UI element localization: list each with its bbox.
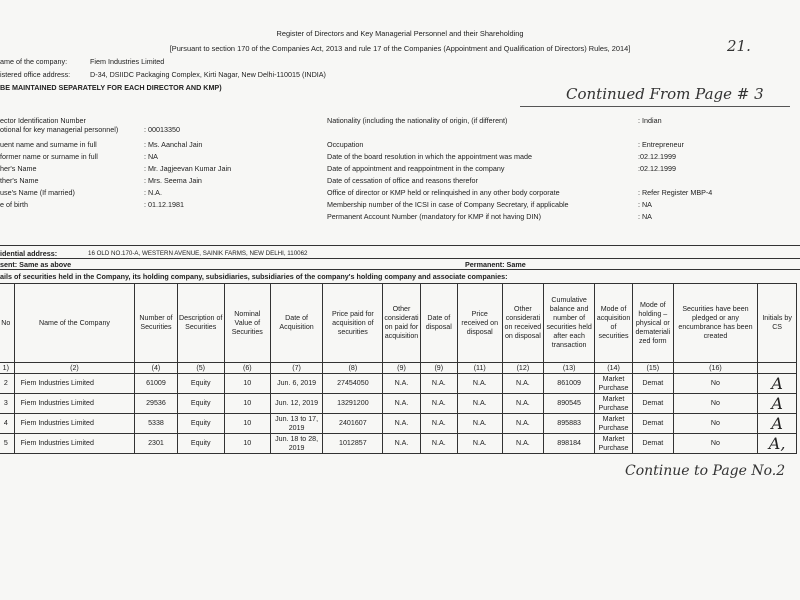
- other-office-label: Office of director or KMP held or relinquished in any other body corporate: [327, 188, 560, 197]
- cell-other-received: N.A.: [502, 394, 544, 414]
- col-header-company: Name of the Company: [14, 284, 135, 363]
- cell-price-paid: 27454050: [323, 374, 383, 394]
- cell-acq-date: Jun. 12, 2019: [270, 394, 323, 414]
- board-resolution-value: :02.12.1999: [638, 152, 676, 161]
- col-header-other-received: Other considerati on received on disposal: [502, 284, 544, 363]
- cell-mode-acq: Market Purchase: [595, 434, 633, 454]
- cell-number: 29536: [135, 394, 177, 414]
- icsi-label: Membership number of the ICSI in case of Company Secretary, if applicable: [327, 200, 569, 209]
- cell-no: 2: [0, 374, 14, 394]
- cell-cumulative: 895883: [544, 414, 595, 434]
- pan-value: : NA: [638, 212, 652, 221]
- cell-acq-date: Jun. 18 to 28, 2019: [270, 434, 323, 454]
- continued-from-handwritten: Continued From Page # 3: [566, 85, 764, 103]
- table-row: [0, 374, 797, 394]
- cell-number: 61009: [135, 374, 177, 394]
- father-name-label: her's Name: [0, 164, 37, 173]
- cell-price-paid: 2401607: [323, 414, 383, 434]
- other-office-value: : Refer Register MBP-4: [638, 188, 713, 197]
- cell-other-paid: N.A.: [383, 374, 420, 394]
- securities-caption: ails of securities held in the Company, its holding company, subsidiaries, subsidiaries of the company's holding company and associate companies:: [0, 272, 508, 281]
- cell-disposal-date: N.A.: [420, 394, 457, 414]
- col-number: (9): [420, 363, 457, 374]
- col-number: (2): [14, 363, 135, 374]
- name-label: uent name and surname in full: [0, 140, 97, 149]
- dob-value: : 01.12.1981: [144, 200, 184, 209]
- detail-row-8: [0, 200, 800, 211]
- cell-initials: [758, 434, 797, 454]
- nationality-value: : Indian: [638, 116, 662, 125]
- cell-mode-acq: Market Purchase: [595, 374, 633, 394]
- appointment-value: :02.12.1999: [638, 164, 676, 173]
- maintenance-note: BE MAINTAINED SEPARATELY FOR EACH DIRECTOR AND KMP): [0, 83, 222, 92]
- cell-nominal: 10: [224, 434, 270, 454]
- cell-price-received: N.A.: [457, 434, 502, 454]
- cell-pledged: No: [673, 414, 758, 434]
- cell-no: 3: [0, 394, 14, 414]
- permanent-address: Permanent: Same: [465, 260, 526, 269]
- company-name-value: Fiem Industries Limited: [90, 57, 165, 66]
- cell-other-paid: N.A.: [383, 394, 420, 414]
- col-header-price-paid: Price paid for acquisition of securities: [323, 284, 383, 363]
- table-row: [0, 394, 797, 414]
- detail-row-3: [0, 140, 800, 151]
- spouse-name-value: : N.A.: [144, 188, 162, 197]
- address-top-rule: [0, 245, 800, 246]
- din-sub-label: otional for key managerial personnel): [0, 125, 119, 134]
- register-subtitle: [Pursuant to section 170 of the Companies Act, 2013 and rule 17 of the Companies (Appointment and Qualification of Directors) Rules, 2014]: [169, 44, 631, 53]
- name-value: : Ms. Aanchal Jain: [144, 140, 203, 149]
- cell-description: Equity: [177, 374, 224, 394]
- cell-other-received: N.A.: [502, 374, 544, 394]
- table-number-row: [0, 363, 797, 374]
- table-row: [0, 434, 797, 454]
- col-number: (16): [673, 363, 758, 374]
- col-header-description: Description of Securities: [177, 284, 224, 363]
- cell-nominal: 10: [224, 374, 270, 394]
- col-number: (6): [224, 363, 270, 374]
- initials-signature-icon: A: [771, 393, 783, 413]
- continue-to-page-handwritten: Continue to Page No.2: [625, 463, 786, 479]
- icsi-value: : NA: [638, 200, 652, 209]
- dob-label: e of birth: [0, 200, 28, 209]
- table-row: [0, 414, 797, 434]
- detail-row-6: [0, 176, 800, 187]
- cell-nominal: 10: [224, 414, 270, 434]
- col-number: (9): [383, 363, 420, 374]
- cell-nominal: 10: [224, 394, 270, 414]
- cell-price-received: N.A.: [457, 394, 502, 414]
- handwritten-underline: [520, 106, 790, 107]
- col-number: (5): [177, 363, 224, 374]
- col-number: [758, 363, 797, 374]
- nationality-label: Nationality (including the nationality of origin, (if different): [327, 116, 508, 125]
- cell-mode-holding: Demat: [632, 374, 673, 394]
- cell-description: Equity: [177, 434, 224, 454]
- din-value: : 00013350: [144, 125, 180, 134]
- cell-acq-date: Jun. 6, 2019: [270, 374, 323, 394]
- cell-mode-acq: Market Purchase: [595, 394, 633, 414]
- securities-table: [0, 283, 797, 454]
- cell-disposal-date: N.A.: [420, 414, 457, 434]
- pan-label: Permanent Account Number (mandatory for KMP if not having DIN): [327, 212, 541, 221]
- cell-price-paid: 13291200: [323, 394, 383, 414]
- cell-initials: [758, 414, 797, 434]
- spouse-name-label: use's Name (If married): [0, 188, 75, 197]
- former-name-label: former name or surname in full: [0, 152, 98, 161]
- col-header-cumulative: Cumulative balance and number of securities held after each transaction: [544, 284, 595, 363]
- cell-cumulative: 890545: [544, 394, 595, 414]
- col-header-no: No: [0, 284, 14, 363]
- initials-signature-icon: A: [771, 373, 783, 393]
- office-address-label: istered office address:: [0, 70, 71, 79]
- cell-company: Fiem Industries Limited: [14, 374, 135, 394]
- detail-row-9: [0, 212, 800, 223]
- cell-company: Fiem Industries Limited: [14, 394, 135, 414]
- col-number: (11): [457, 363, 502, 374]
- cessation-label: Date of cessation of office and reasons therefor: [327, 176, 478, 185]
- detail-row-7: [0, 188, 800, 199]
- cell-disposal-date: N.A.: [420, 434, 457, 454]
- cell-description: Equity: [177, 414, 224, 434]
- former-name-value: : NA: [144, 152, 158, 161]
- cell-other-received: N.A.: [502, 414, 544, 434]
- col-number: (12): [502, 363, 544, 374]
- col-header-price-received: Price received on disposal: [457, 284, 502, 363]
- col-header-acq-date: Date of Acquisition: [270, 284, 323, 363]
- col-number: (4): [135, 363, 177, 374]
- col-number: 1): [0, 363, 14, 374]
- father-name-value: : Mr. Jagjeevan Kumar Jain: [144, 164, 232, 173]
- cell-acq-date: Jun. 13 to 17, 2019: [270, 414, 323, 434]
- present-address: sent: Same as above: [0, 260, 72, 269]
- residential-address-label: idential address:: [0, 249, 58, 258]
- cell-company: Fiem Industries Limited: [14, 414, 135, 434]
- initials-signature-icon: A,: [768, 433, 786, 453]
- cell-description: Equity: [177, 394, 224, 414]
- col-number: (8): [323, 363, 383, 374]
- cell-price-paid: 1012857: [323, 434, 383, 454]
- cell-other-paid: N.A.: [383, 434, 420, 454]
- occupation-value: : Entrepreneur: [638, 140, 684, 149]
- cell-pledged: No: [673, 394, 758, 414]
- col-number: (13): [544, 363, 595, 374]
- col-header-number: Number of Securities: [135, 284, 177, 363]
- mother-name-value: : Mrs. Seema Jain: [144, 176, 202, 185]
- col-number: (15): [632, 363, 673, 374]
- cell-mode-holding: Demat: [632, 434, 673, 454]
- initials-signature-icon: A: [771, 413, 783, 433]
- cell-price-received: N.A.: [457, 374, 502, 394]
- cell-company: Fiem Industries Limited: [14, 434, 135, 454]
- din-label: ector Identification Number: [0, 116, 86, 125]
- cell-initials: [758, 374, 797, 394]
- cell-cumulative: 898184: [544, 434, 595, 454]
- cell-cumulative: 861009: [544, 374, 595, 394]
- detail-row-2: [0, 125, 800, 136]
- cell-other-received: N.A.: [502, 434, 544, 454]
- address-mid-rule: [0, 258, 800, 259]
- col-header-disposal-date: Date of disposal: [420, 284, 457, 363]
- company-name-label: ame of the company:: [0, 57, 68, 66]
- col-header-initials: Initials by CS: [758, 284, 797, 363]
- cell-mode-acq: Market Purchase: [595, 414, 633, 434]
- cell-initials: [758, 394, 797, 414]
- cell-price-received: N.A.: [457, 414, 502, 434]
- mother-name-label: ther's Name: [0, 176, 39, 185]
- table-header-row: [0, 284, 797, 363]
- residential-address-value: 16 OLD NO.170-A, WESTERN AVENUE, SAINIK FARMS, NEW DELHI, 110062: [88, 250, 308, 257]
- cell-other-paid: N.A.: [383, 414, 420, 434]
- col-number: (14): [595, 363, 633, 374]
- office-address-value: D-34, DSIIDC Packaging Complex, Kirti Nagar, New Delhi-110015 (INDIA): [90, 70, 326, 79]
- detail-row-4: [0, 152, 800, 163]
- col-header-mode-acq: Mode of acquisition of securities: [595, 284, 633, 363]
- cell-mode-holding: Demat: [632, 394, 673, 414]
- cell-disposal-date: N.A.: [420, 374, 457, 394]
- col-header-pledged: Securities have been pledged or any encumbrance has been created: [673, 284, 758, 363]
- cell-pledged: No: [673, 434, 758, 454]
- col-number: (7): [270, 363, 323, 374]
- cell-no: 4: [0, 414, 14, 434]
- address-bottom-rule: [0, 269, 800, 270]
- col-header-nominal: Nominal Value of Securities: [224, 284, 270, 363]
- register-title: Register of Directors and Key Managerial Personnel and their Shareholding: [276, 29, 524, 38]
- occupation-label: Occupation: [327, 140, 364, 149]
- detail-row-5: [0, 164, 800, 175]
- appointment-label: Date of appointment and reappointment in the company: [327, 164, 505, 173]
- page-number-handwritten: 21.: [727, 37, 751, 55]
- cell-no: 5: [0, 434, 14, 454]
- cell-number: 2301: [135, 434, 177, 454]
- cell-mode-holding: Demat: [632, 414, 673, 434]
- col-header-other-paid: Other considerati on paid for acquisition: [383, 284, 420, 363]
- col-header-mode-holding: Mode of holding – physical or demateriali zed form: [632, 284, 673, 363]
- cell-number: 5338: [135, 414, 177, 434]
- board-resolution-label: Date of the board resolution in which the appointment was made: [327, 152, 532, 161]
- cell-pledged: No: [673, 374, 758, 394]
